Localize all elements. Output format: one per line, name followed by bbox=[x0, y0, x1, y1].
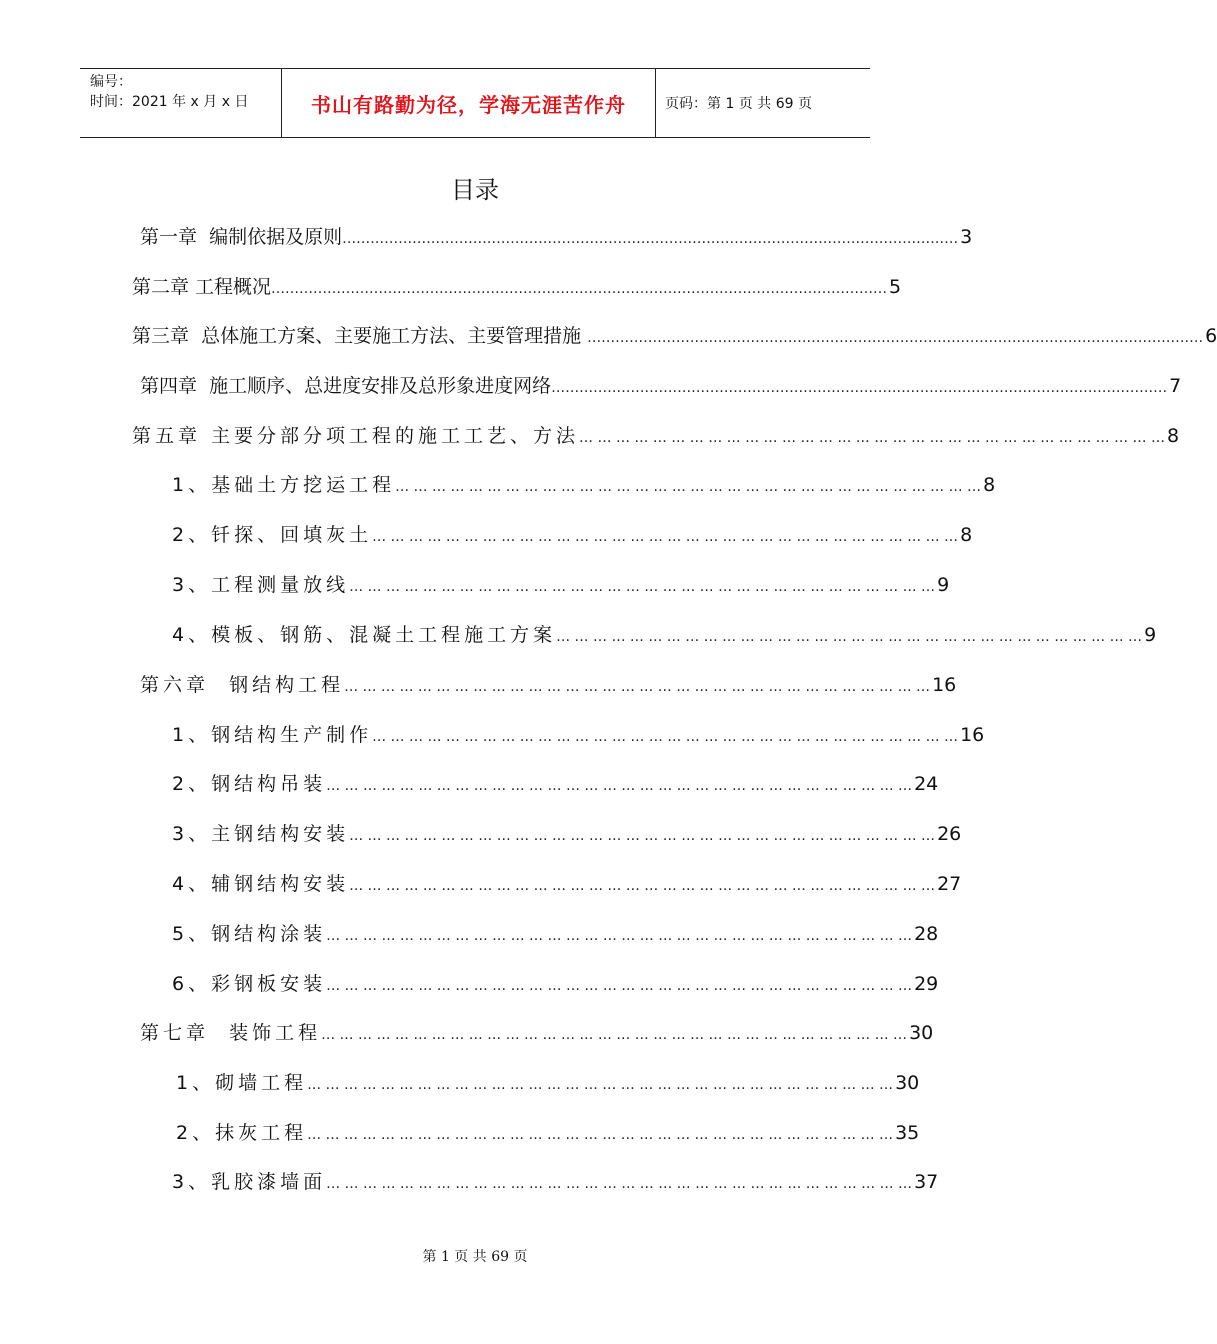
toc-entry[interactable] bbox=[172, 769, 939, 799]
toc-leader-dots: …………………………………………………………………………………………………………………… bbox=[271, 281, 888, 297]
toc-leader-dots: … … … … … … … … … … … … … … … … … … … … … … … … … … … … … … … … bbox=[326, 928, 913, 944]
toc-entry[interactable] bbox=[172, 869, 962, 899]
toc-entry-label: 1、钢结构生产制作 bbox=[172, 724, 373, 746]
toc-entry-label: 第五章 主要分部分项工程的施工工艺、方法 bbox=[132, 425, 580, 447]
toc-leader-dots: …………………………………………………………………………………………………………………… bbox=[342, 231, 959, 247]
toc-entry[interactable] bbox=[140, 670, 957, 700]
page-info: 页码：第 1 页 共 69 页 bbox=[665, 96, 812, 112]
toc-entry-label: 4、模板、钢筋、混凝土工程施工方案 bbox=[172, 624, 557, 646]
toc-entry[interactable] bbox=[140, 371, 1182, 401]
toc-entry-page: 35 bbox=[895, 1122, 920, 1144]
toc-leader-dots: … … … … … … … … … … … … … … … … … … … … … … … … … … … … … … … … bbox=[372, 529, 959, 545]
toc-entry-page: 8 bbox=[1167, 425, 1180, 447]
toc-entry-page: 37 bbox=[914, 1171, 939, 1193]
toc-entry-label: 第三章 总体施工方案、主要施工方法、主要管理措施 bbox=[132, 325, 588, 347]
toc-leader-dots: … … … … … … … … … … … … … … … … … … … … … … … … … … … … … … … … bbox=[349, 579, 936, 595]
toc-entry-label: 1、基础土方挖运工程 bbox=[172, 474, 396, 496]
toc-entry-label: 第七章 装饰工程 bbox=[140, 1022, 322, 1044]
toc-entry[interactable] bbox=[172, 819, 962, 849]
toc-entry[interactable] bbox=[176, 1068, 920, 1098]
toc-entry-page: 24 bbox=[914, 773, 939, 795]
toc-entry[interactable] bbox=[172, 620, 1157, 650]
toc-entry[interactable] bbox=[132, 272, 902, 302]
toc-leader-dots: … … … … … … … … … … … … … … … … … … … … … … … … … … … … … … … … bbox=[395, 479, 982, 495]
toc-entry-label: 2、钎探、回填灰土 bbox=[172, 524, 373, 546]
toc-entry-page: 8 bbox=[960, 524, 973, 546]
motto: 书山有路勤为径，学海无涯苦作舟 bbox=[311, 92, 626, 117]
toc-entry-label: 2、钢结构吊装 bbox=[172, 773, 327, 795]
toc-entry[interactable] bbox=[132, 321, 1217, 351]
toc-entry[interactable] bbox=[172, 1167, 939, 1197]
toc-entry-page: 30 bbox=[909, 1022, 934, 1044]
toc-leader-dots: … … … … … … … … … … … … … … … … … … … … … … … … … … … … … … … … bbox=[372, 729, 959, 745]
toc-entry-page: 9 bbox=[1144, 624, 1157, 646]
toc-entry-label: 3、乳胶漆墙面 bbox=[172, 1171, 327, 1193]
toc-leader-dots: … … … … … … … … … … … … … … … … … … … … … … … … … … … … … … … … bbox=[579, 430, 1166, 446]
toc-entry-page: 16 bbox=[960, 724, 985, 746]
toc-entry-label: 3、工程测量放线 bbox=[172, 574, 350, 596]
toc-entry-page: 5 bbox=[889, 276, 902, 298]
toc-leader-dots: … … … … … … … … … … … … … … … … … … … … … … … … … … … … … … … … bbox=[349, 878, 936, 894]
toc-entry-label: 2、抹灰工程 bbox=[176, 1122, 308, 1144]
toc-entry-label: 6、彩钢板安装 bbox=[172, 973, 327, 995]
toc-leader-dots: … … … … … … … … … … … … … … … … … … … … … … … … … … … … … … … … bbox=[321, 1027, 908, 1043]
toc-leader-dots: … … … … … … … … … … … … … … … … … … … … … … … … … … … … … … … … bbox=[556, 629, 1143, 645]
toc-leader-dots: … … … … … … … … … … … … … … … … … … … … … … … … … … … … … … … … bbox=[344, 679, 931, 695]
toc-entry[interactable] bbox=[172, 720, 985, 750]
toc-leader-dots: …………………………………………………………………………………………………………………… bbox=[587, 330, 1204, 346]
toc-entry-label: 第一章 编制依据及原则 bbox=[140, 226, 343, 248]
toc-leader-dots: … … … … … … … … … … … … … … … … … … … … … … … … … … … … … … … … bbox=[307, 1127, 894, 1143]
toc-entry-page: 6 bbox=[1205, 325, 1217, 347]
toc-entry[interactable] bbox=[172, 570, 950, 600]
document-date: 时间：2021 年 x 月 x 日 bbox=[90, 94, 249, 110]
toc-entry-page: 3 bbox=[960, 226, 973, 248]
toc-entry-page: 8 bbox=[983, 474, 996, 496]
toc-entry[interactable] bbox=[132, 421, 1180, 451]
toc-entry-label: 4、辅钢结构安装 bbox=[172, 873, 350, 895]
toc-entry-page: 27 bbox=[937, 873, 962, 895]
document-number-label: 编号： bbox=[90, 74, 132, 90]
toc-entry[interactable] bbox=[172, 919, 939, 949]
toc-entry-label: 3、主钢结构安装 bbox=[172, 823, 350, 845]
toc-entry-page: 28 bbox=[914, 923, 939, 945]
toc-entry[interactable] bbox=[172, 520, 973, 550]
toc-entry-label: 1、砌墙工程 bbox=[176, 1072, 308, 1094]
toc-entry[interactable] bbox=[172, 969, 939, 999]
toc-entry-page: 26 bbox=[937, 823, 962, 845]
toc-leader-dots: …………………………………………………………………………………………………………………… bbox=[551, 380, 1168, 396]
toc-entry-label: 第四章 施工顺序、总进度安排及总形象进度网络 bbox=[140, 375, 552, 397]
toc-leader-dots: … … … … … … … … … … … … … … … … … … … … … … … … … … … … … … … … bbox=[326, 778, 913, 794]
page-title: 目录 bbox=[451, 176, 499, 204]
toc-entry[interactable] bbox=[176, 1118, 920, 1148]
toc-entry-page: 30 bbox=[895, 1072, 920, 1094]
toc-entry-label: 5、钢结构涂装 bbox=[172, 923, 327, 945]
toc-entry-label: 第六章 钢结构工程 bbox=[140, 674, 345, 696]
page-footer: 第 1 页 共 69 页 bbox=[422, 1249, 528, 1265]
toc-leader-dots: … … … … … … … … … … … … … … … … … … … … … … … … … … … … … … … … bbox=[326, 978, 913, 994]
toc-leader-dots: … … … … … … … … … … … … … … … … … … … … … … … … … … … … … … … … bbox=[326, 1176, 913, 1192]
toc-leader-dots: … … … … … … … … … … … … … … … … … … … … … … … … … … … … … … … … bbox=[307, 1077, 894, 1093]
toc-entry-page: 9 bbox=[937, 574, 950, 596]
toc-entry[interactable] bbox=[140, 222, 973, 252]
toc-entry-page: 7 bbox=[1169, 375, 1182, 397]
toc-entry-page: 16 bbox=[932, 674, 957, 696]
toc-entry-page: 29 bbox=[914, 973, 939, 995]
toc-leader-dots: … … … … … … … … … … … … … … … … … … … … … … … … … … … … … … … … bbox=[349, 828, 936, 844]
toc-entry[interactable] bbox=[172, 470, 996, 500]
toc-entry-label: 第二章 工程概况 bbox=[132, 276, 272, 298]
toc-entry[interactable] bbox=[140, 1018, 934, 1048]
